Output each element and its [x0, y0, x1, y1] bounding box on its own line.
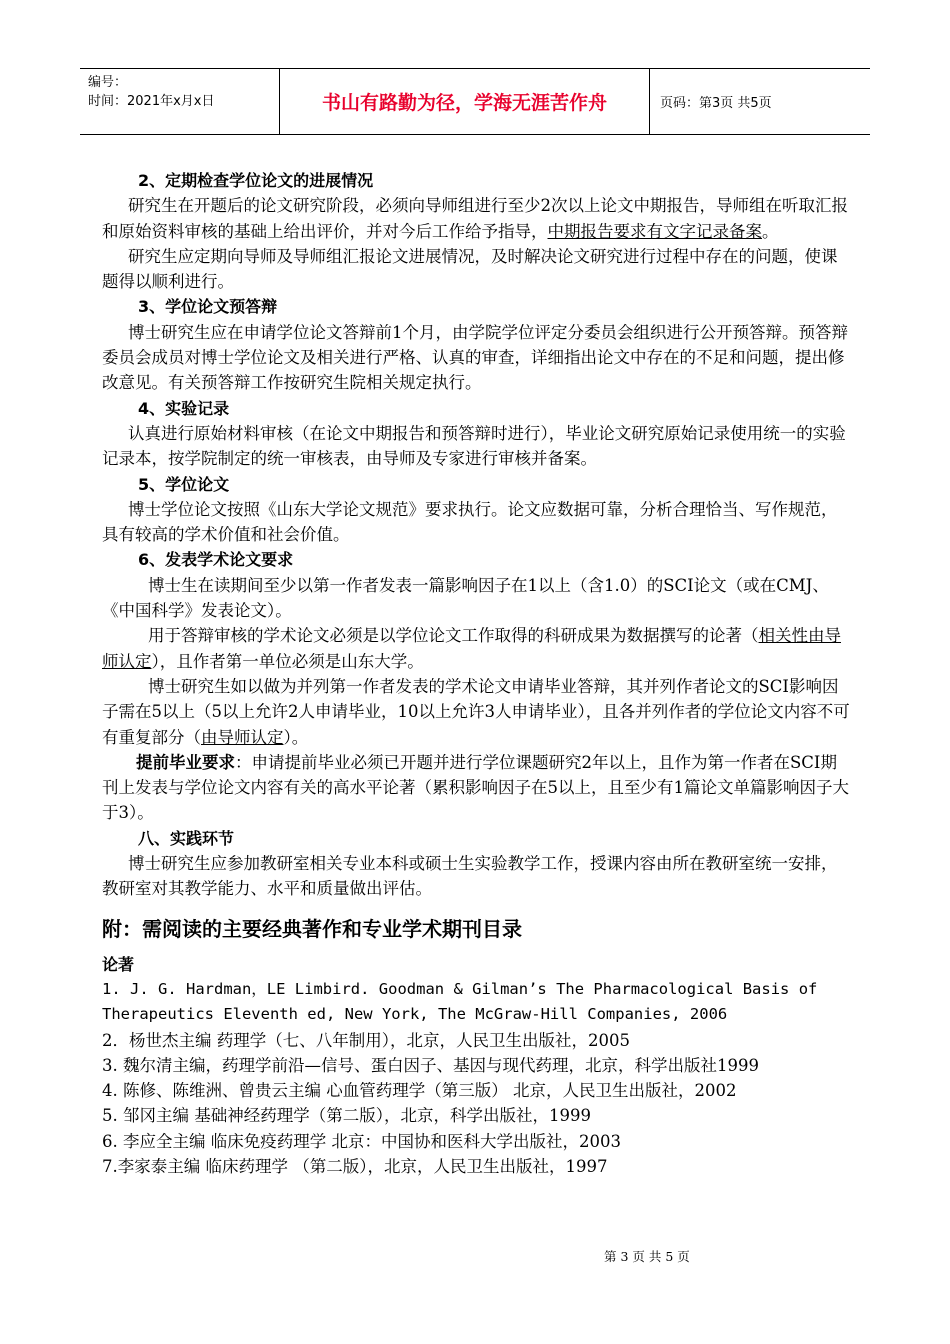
paragraph: 博士研究生应在申请学位论文答辩前1个月，由学院学位评定分委员会组织进行公开预答辩。预答辩委员会成员对博士学位论文及相关进行严格、认真的审查，详细指出论文中存在的不足和问题，提出修改意见。有关预答辩工作按研究生院相关规定执行。: [102, 322, 848, 393]
text: ：申请提前毕业必须已开题并进行学位课题研究2年以上，且作为第一作者在SCI期刊上发表与学位论文内容有关的高水平论著（累积影响因子在5以上，且至少有1篇论文单篇影响因子大于3）。: [102, 752, 849, 823]
appendix-title: 附：需阅读的主要经典著作和专业学术期刊目录: [102, 916, 522, 941]
header-time: 时间：2021年x月x日: [88, 94, 215, 109]
paragraph: [102, 674, 850, 750]
paragraph: 博士学位论文按照《山东大学论文规范》要求执行。论文应数据可靠，分析合理恰当、写作规范，具有较高的学术价值和社会价值。: [102, 499, 838, 545]
text: ），且作者第一单位必须是山东大学。: [151, 651, 424, 671]
book-item: 1. J. G. Hardman，LE Limbird. Goodman & Gilman’s The Pharmacological Basis of Therapeutics Eleventh ed, New York, The McGraw-Hill Companies, 2006: [102, 979, 818, 1024]
book-item: 5. 邹冈主编 基础神经药理学（第二版），北京，科学出版社，1999: [102, 1106, 591, 1126]
books-heading: 论著: [102, 954, 135, 974]
text: ）。: [283, 727, 309, 747]
bold-label: 提前毕业要求: [136, 752, 235, 772]
section-heading-6: 6、发表学术论文要求: [138, 550, 294, 570]
section-heading-4: 4、实验记录: [138, 398, 230, 418]
text: 研究生在开题后的论文研究阶段，必须向导师组进行至少2次以上论文中期报告，导师组在听取汇报和原始资料审核的基础上给出评价，并对今后工作给予指导，: [102, 196, 848, 241]
paragraph: 认真进行原始材料审核（在论文中期报告和预答辩时进行），毕业论文研究原始记录使用统一的实验记录本，按学院制定的统一审核表，由导师及专家进行审核并备案。: [102, 423, 846, 469]
page-header: [80, 68, 870, 135]
book-item: 4. 陈修、陈维洲、曾贵云主编 心血管药理学（第三版） 北京，人民卫生出版社，2002: [102, 1081, 737, 1101]
document-body: [102, 168, 850, 1179]
section-heading-3: 3、学位论文预答辩: [138, 297, 278, 317]
header-motto: 书山有路勤为径，学海无涯苦作舟: [280, 69, 650, 134]
paragraph: 博士研究生应参加教研室相关专业本科或硕士生实验教学工作，授课内容由所在教研室统一安排，教研室对其教学能力、水平和质量做出评估。: [102, 854, 838, 899]
paragraph: [102, 623, 850, 674]
book-item: 6. 李应全主编 临床免疫药理学 北京：中国协和医科大学出版社，2003: [102, 1131, 621, 1151]
header-meta: [80, 69, 280, 134]
paragraph: 博士生在读期间至少以第一作者发表一篇影响因子在1以上（含1.0）的SCI论文（或在CMJ、《中国科学》发表论文）。: [102, 575, 829, 621]
header-number: 编号：: [88, 75, 128, 90]
header-page-number: 页码：第3页 共5页: [660, 96, 772, 111]
book-item: 2．杨世杰主编 药理学（七、八年制用），北京，人民卫生出版社，2005: [102, 1030, 630, 1050]
section-heading-5: 5、学位论文: [138, 474, 230, 494]
underlined-text: 由导师认定: [201, 727, 284, 747]
book-item: 7.李家泰主编 临床药理学 （第二版），北京，人民卫生出版社，1997: [102, 1156, 608, 1176]
text: 。: [762, 221, 779, 241]
underlined-text: 相关性由导师认定: [102, 626, 841, 671]
section-heading-8: 八、实践环节: [138, 828, 235, 848]
text: 用于答辩审核的学术论文必须是以学位论文工作取得的科研成果为数据撰写的论著（: [148, 626, 759, 646]
underlined-text: 中期报告要求有文字记录备案: [547, 221, 762, 241]
section-heading-2: 2、定期检查学位论文的进展情况: [138, 171, 374, 190]
paragraph: [102, 193, 850, 244]
paragraph: [102, 750, 850, 826]
page-footer: 第 3 页 共 5 页: [604, 1249, 690, 1264]
text: 博士研究生如以做为并列第一作者发表的学术论文申请毕业答辩，其并列作者论文的SCI影响因子需在5以上（5以上允许2人申请毕业，10以上允许3人申请毕业），且各并列作者的学位论文内容不可有重复部分（: [102, 676, 850, 747]
book-item: 3. 魏尔清主编，药理学前沿—信号、蛋白因子、基因与现代药理，北京，科学出版社1999: [102, 1055, 759, 1075]
paragraph: 研究生应定期向导师及导师组汇报论文进展情况，及时解决论文研究进行过程中存在的问题，使课题得以顺利进行。: [102, 246, 838, 292]
